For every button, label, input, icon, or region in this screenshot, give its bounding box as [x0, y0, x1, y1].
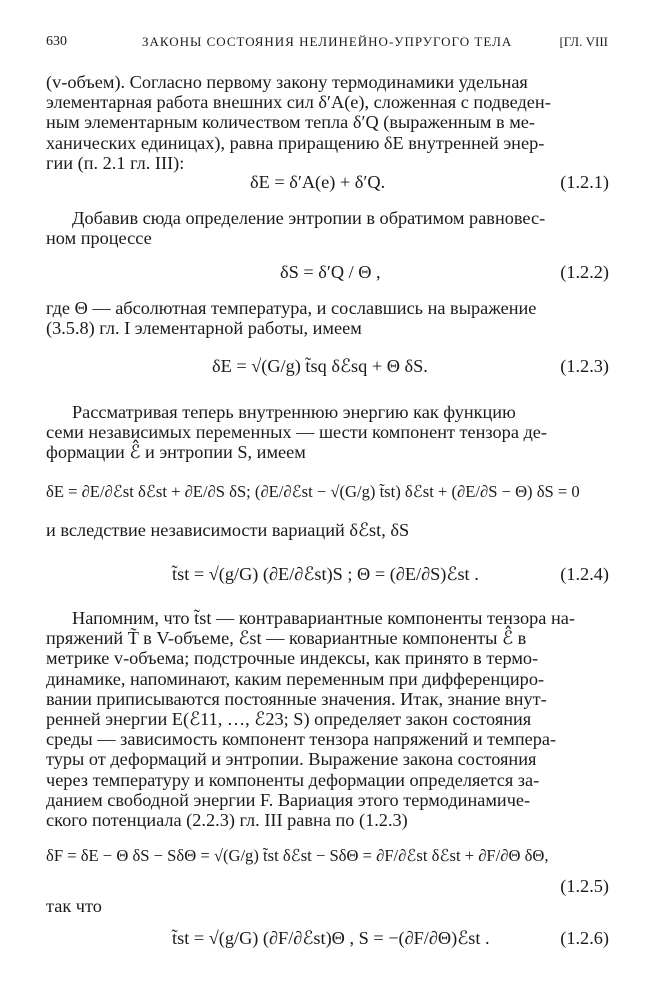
equation-number-1-2-5: (1.2.5) — [560, 876, 609, 896]
equation-1-2-4-text: t̃st = √(g/G) (∂E/∂ℰst)S ; Θ = (∂E/∂S)ℰst . — [172, 564, 479, 584]
equation-1-2-6: t̃st = √(g/G) (∂F/∂ℰst)Θ , S = −(∂F/∂Θ)ℰst . — [172, 928, 490, 948]
paragraph-reminder: Напомним, что t̃st — контравариантные компоненты тензора на- пряжений T̃ в V-объеме, ℰst — ковариантные компоненты ℰ̂ в метрике v-объема; подстрочные индексы, как принято в термо- динамике, напоминают, каким переменным при дифференциро- вании приписываются постоянные значения. Итак, знание внут- ренней энергии E(ℰ11, …, ℰ23; S) определяет закон состояния среды — зависимость компонент тензора напряжений и темпера- туры от деформаций и энтропии. Выражение закона состояния через температуру и компоненты деформации определяется за- данием свободной энергии F. Вариация этого термодинамиче- ского потенциала (2.2.3) гл. III равна по (1.2.3) — [46, 608, 575, 831]
paragraph-first-law: (v-объем). Согласно первому закону термодинамики удельная элементарная работа внешних сил δ′A(e), сложенная с подведен- ным элементарным количеством тепла δ′Q (выраженным в ме- ханических единицах), равна приращению δE внутренней энер- гии (п. 2.1 гл. III): — [46, 72, 551, 173]
equation-number-1-2-3: (1.2.3) — [560, 356, 609, 376]
paragraph-entropy: Добавив сюда определение энтропии в обратимом равновес- ном процессе — [46, 208, 546, 249]
page-number: 630 — [46, 34, 67, 49]
paragraph-so-that: так что — [46, 896, 102, 916]
equation-1-2-1: δE = δ′A(e) + δ′Q. — [250, 172, 386, 192]
equation-1-2-3: δE = √(G/g) t̃sq δℰsq + Θ δS. — [212, 356, 428, 376]
running-title: ЗАКОНЫ СОСТОЯНИЯ НЕЛИНЕЙНО-УПРУГОГО ТЕЛА — [142, 34, 513, 49]
equation-number-1-2-4: (1.2.4) — [560, 564, 609, 584]
paragraph-temperature: где Θ — абсолютная температура, и сославшись на выражение (3.5.8) гл. I элементарной работы, имеем — [46, 298, 537, 339]
equation-number-1-2-1: (1.2.1) — [560, 172, 609, 192]
equation-number-1-2-2: (1.2.2) — [560, 262, 609, 282]
chapter-label: [ГЛ. VIII — [559, 34, 608, 49]
paragraph-independence: и вследствие независимости вариаций δℰst, δS — [46, 520, 410, 540]
paragraph-internal-energy: Рассматривая теперь внутреннюю энергию как функцию семи независимых переменных — шести компонент тензора де- формации ℰ̂ и энтропии S, имеем — [46, 402, 548, 463]
equation-number-1-2-6: (1.2.6) — [560, 928, 609, 948]
page-header — [46, 34, 608, 56]
equation-1-2-2: δS = δ′Q / Θ , — [280, 262, 381, 282]
equation-variation-energy: δE = ∂E/∂ℰst δℰst + ∂E/∂S δS; (∂E/∂ℰst − √(G/g) t̃st) δℰst + (∂E/∂S − Θ) δS = 0 — [46, 482, 580, 501]
equation-1-2-5: δF = δE − Θ δS − SδΘ = √(G/g) t̃st δℰst − SδΘ = ∂F/∂ℰst δℰst + ∂F/∂Θ δΘ, — [46, 846, 549, 865]
